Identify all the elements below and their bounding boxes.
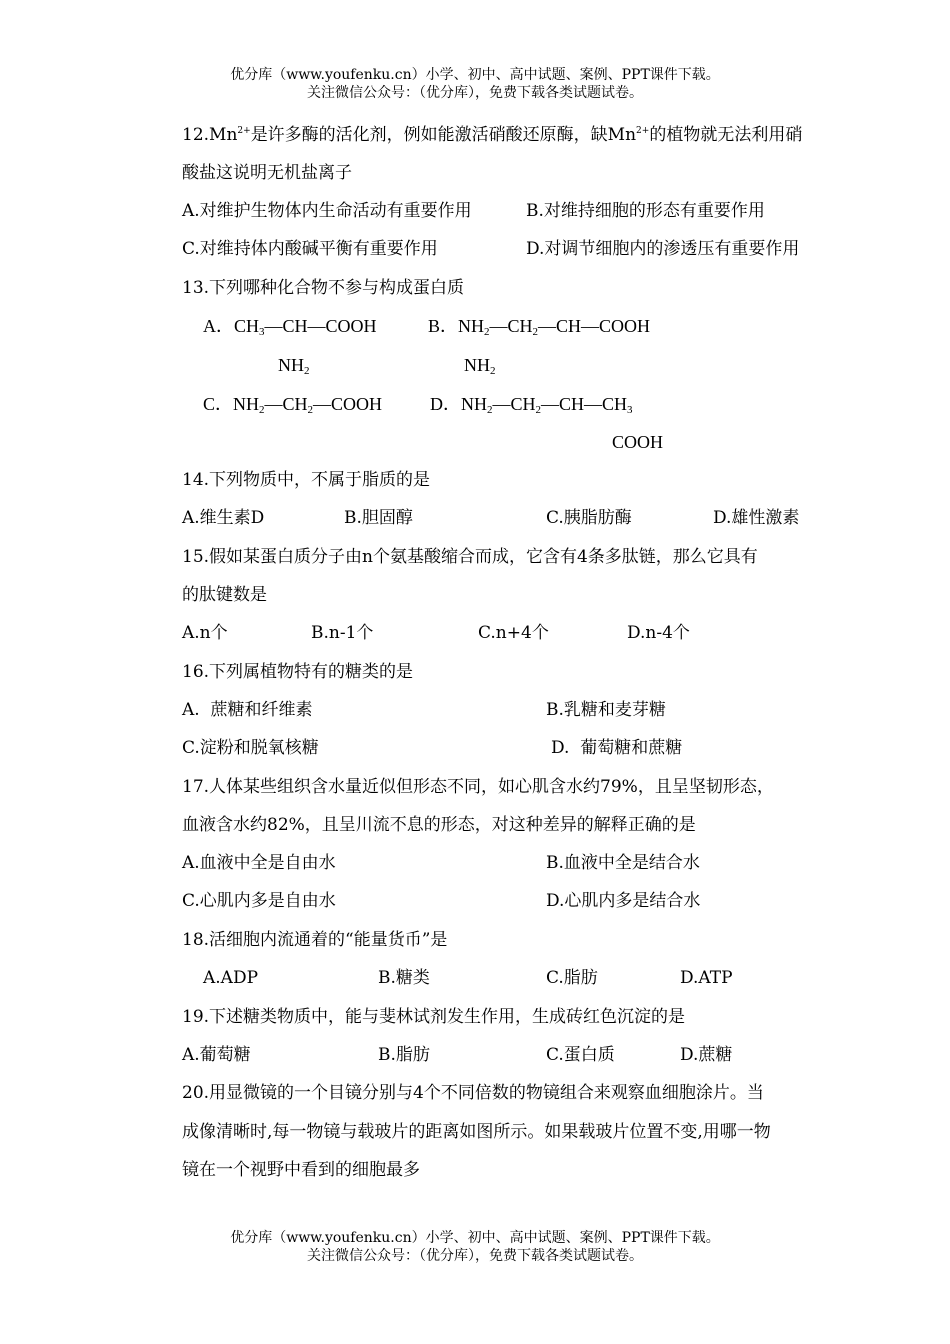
- question-16-option-d: D. 葡萄糖和蔗糖: [551, 738, 683, 758]
- question-15-option-d: D.n-4个: [627, 623, 690, 643]
- question-13-stem: 13.下列哪种化合物不参与构成蛋白质: [182, 278, 465, 298]
- question-18-option-b: B.糖类: [378, 968, 430, 988]
- question-12-stem-line-2: 酸盐这说明无机盐离子: [182, 163, 352, 183]
- question-17-option-b: B.血液中全是结合水: [546, 853, 700, 873]
- question-17-option-a: A.血液中全是自由水: [182, 853, 336, 873]
- question-12-option-a: A.对维护生物体内生命活动有重要作用: [182, 201, 472, 221]
- question-20-stem: 20.用显微镜的一个目镜分别与4个不同倍数的物镜组合来观察血细胞涂片。当: [182, 1083, 764, 1103]
- question-13-option-c: C．$NH_2—CH_2—COOH$: [203, 394, 383, 416]
- question-13-option-a-amino-group: $NH_2$: [278, 355, 310, 377]
- question-14-stem: 14.下列物质中，不属于脂质的是: [182, 470, 431, 490]
- question-20-stem-line-2: 成像清晰时,每一物镜与载玻片的距离如图所示。如果载玻片位置不变,用哪一物: [182, 1122, 771, 1142]
- question-13-option-b-amino-group: $NH_2$: [464, 355, 496, 377]
- question-17-stem: 17.人体某些组织含水量近似但形态不同，如心肌含水约79%，且呈坚韧形态，: [182, 777, 774, 797]
- page-footer-line-2: 关注微信公众号：（优分库），免费下载各类试题试卷。: [307, 1248, 643, 1264]
- question-17-stem-line-2: 血液含水约82%，且呈川流不息的形态，对这种差异的解释正确的是: [182, 815, 696, 835]
- question-19-option-c: C.蛋白质: [546, 1045, 615, 1065]
- question-16-option-a: A. 蔗糖和纤维素: [182, 700, 313, 720]
- question-18-option-c: C.脂肪: [546, 968, 598, 988]
- question-15-stem: 15.假如某蛋白质分子由n个氨基酸缩合而成，它含有4条多肽链，那么它具有: [182, 547, 758, 567]
- question-14-option-d: D.雄性激素: [713, 508, 800, 528]
- question-16-option-b: B.乳糖和麦芽糖: [546, 700, 666, 720]
- question-20-stem-line-3: 镜在一个视野中看到的细胞最多: [182, 1160, 420, 1180]
- page-header-line-1: 优分库（www.youfenku.cn）小学、初中、高中试题、案例、PPT课件下载。: [230, 67, 720, 83]
- question-13-option-a: A．$CH_3—CH—COOH$: [203, 316, 377, 338]
- question-15-option-c: C.n+4个: [478, 623, 549, 643]
- question-12-option-d: D.对调节细胞内的渗透压有重要作用: [526, 239, 800, 259]
- question-18-stem: 18.活细胞内流通着的“能量货币”是: [182, 930, 448, 950]
- question-12-stem: $12.Mn^{2+}$是许多酶的活化剂，例如能激活硝酸还原酶，缺$Mn^{2+}$的植物就无法利用硝: [182, 125, 803, 145]
- question-15-stem-line-2: 的肽键数是: [182, 585, 267, 605]
- page-header-line-2: 关注微信公众号：（优分库），免费下载各类试题试卷。: [307, 85, 643, 101]
- question-13-option-d-carboxyl-group: COOH: [612, 432, 664, 452]
- question-19-option-d: D.蔗糖: [680, 1045, 733, 1065]
- question-18-option-a: A.ADP: [203, 968, 259, 988]
- question-17-option-d: D.心肌内多是结合水: [546, 891, 701, 911]
- question-12-option-b: B.对维持细胞的形态有重要作用: [526, 201, 765, 221]
- question-16-option-c: C.淀粉和脱氧核糖: [182, 738, 319, 758]
- question-12-option-c: C.对维持体内酸碱平衡有重要作用: [182, 239, 438, 259]
- question-15-option-b: B.n-1个: [311, 623, 374, 643]
- question-16-stem: 16.下列属植物特有的糖类的是: [182, 662, 414, 682]
- question-13-option-b: B．$NH_2—CH_2—CH—COOH$: [428, 316, 651, 338]
- question-14-option-a: A.维生素D: [182, 508, 265, 528]
- question-19-option-a: A.葡萄糖: [182, 1045, 251, 1065]
- question-13-option-d: D．$NH_2—CH_2—CH—CH_3$: [430, 394, 633, 416]
- question-17-option-c: C.心肌内多是自由水: [182, 891, 336, 911]
- question-19-option-b: B.脂肪: [378, 1045, 430, 1065]
- question-14-option-c: C.胰脂肪酶: [546, 508, 632, 528]
- question-19-stem: 19.下述糖类物质中，能与斐林试剂发生作用，生成砖红色沉淀的是: [182, 1007, 686, 1027]
- question-18-option-d: D.ATP: [680, 968, 733, 988]
- page-footer-line-1: 优分库（www.youfenku.cn）小学、初中、高中试题、案例、PPT课件下载。: [230, 1230, 720, 1246]
- question-14-option-b: B.胆固醇: [344, 508, 413, 528]
- question-15-option-a: A.n个: [182, 623, 228, 643]
